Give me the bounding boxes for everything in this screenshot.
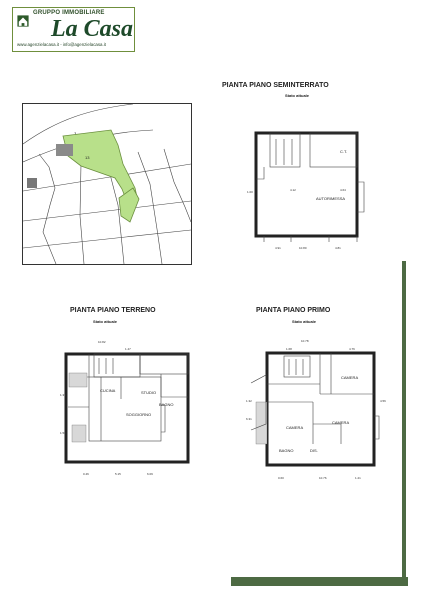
- svg-text:1.47: 1.47: [125, 347, 131, 351]
- svg-text:4.64: 4.64: [340, 188, 346, 192]
- svg-text:1.21: 1.21: [355, 476, 361, 480]
- seminterrato-plan: [228, 112, 383, 252]
- svg-text:10.78: 10.78: [301, 339, 309, 343]
- dis-label: DIS.: [310, 448, 318, 453]
- svg-text:1.32: 1.32: [246, 399, 252, 403]
- svg-text:1.00: 1.00: [247, 190, 253, 194]
- accent-vertical-bar: [402, 261, 406, 578]
- bagno-label: BAGNO: [159, 402, 174, 407]
- svg-text:1.68: 1.68: [286, 347, 292, 351]
- terreno-plan: [41, 330, 201, 480]
- svg-text:4.81: 4.81: [335, 246, 341, 250]
- camera-label-1: CAMERA: [341, 375, 359, 380]
- logo: [12, 7, 135, 52]
- camera-label-3: CAMERA: [332, 420, 350, 425]
- ct-label: C.T.: [340, 149, 348, 154]
- svg-text:4.12: 4.12: [290, 188, 296, 192]
- svg-text:4.56: 4.56: [380, 399, 386, 403]
- terreno-subtitle: Stato attuale: [93, 319, 118, 324]
- seminterrato-title: PIANTA PIANO SEMINTERRATO: [222, 82, 329, 89]
- primo-subtitle: Stato attuale: [292, 319, 317, 324]
- svg-text:10.82: 10.82: [98, 340, 106, 344]
- soggiorno-label: SOGGIORNO: [126, 412, 152, 417]
- svg-text:5.15: 5.15: [115, 472, 121, 476]
- svg-text:1.33: 1.33: [60, 393, 66, 397]
- site-map: [22, 103, 192, 265]
- svg-text:0.60: 0.60: [278, 476, 284, 480]
- svg-text:4.91: 4.91: [275, 246, 281, 250]
- camera-label-2: CAMERA: [286, 425, 304, 430]
- studio-label: STUDIO: [141, 390, 157, 395]
- cucina-label: CUCINA: [100, 388, 116, 393]
- svg-text:1.56: 1.56: [60, 431, 66, 435]
- primo-plan: [246, 330, 396, 485]
- svg-text:6.09: 6.09: [147, 472, 153, 476]
- svg-text:10.80: 10.80: [299, 246, 307, 250]
- brand-name: La Casa: [51, 16, 134, 42]
- house-logo-icon: [16, 14, 30, 28]
- autorimessa-label: AUTORIMESSA: [316, 196, 346, 201]
- svg-text:0.46: 0.46: [83, 472, 89, 476]
- svg-text:4.76: 4.76: [349, 347, 355, 351]
- contact-text: www.agenzielacasa.it - info@agenzielacasa.it: [17, 42, 106, 47]
- logo-top-text: GRUPPO IMMOBILIARE: [33, 10, 105, 16]
- svg-text:6.31: 6.31: [246, 417, 252, 421]
- seminterrato-subtitle: Stato attuale: [285, 93, 310, 98]
- map-parcel-label: 13: [85, 155, 90, 160]
- terreno-title: PIANTA PIANO TERRENO: [70, 307, 156, 314]
- svg-text:10.76: 10.76: [319, 476, 327, 480]
- accent-bottom-bar: [231, 577, 408, 586]
- primo-title: PIANTA PIANO PRIMO: [256, 307, 331, 314]
- bagno-primo-label: BAGNO: [279, 448, 294, 453]
